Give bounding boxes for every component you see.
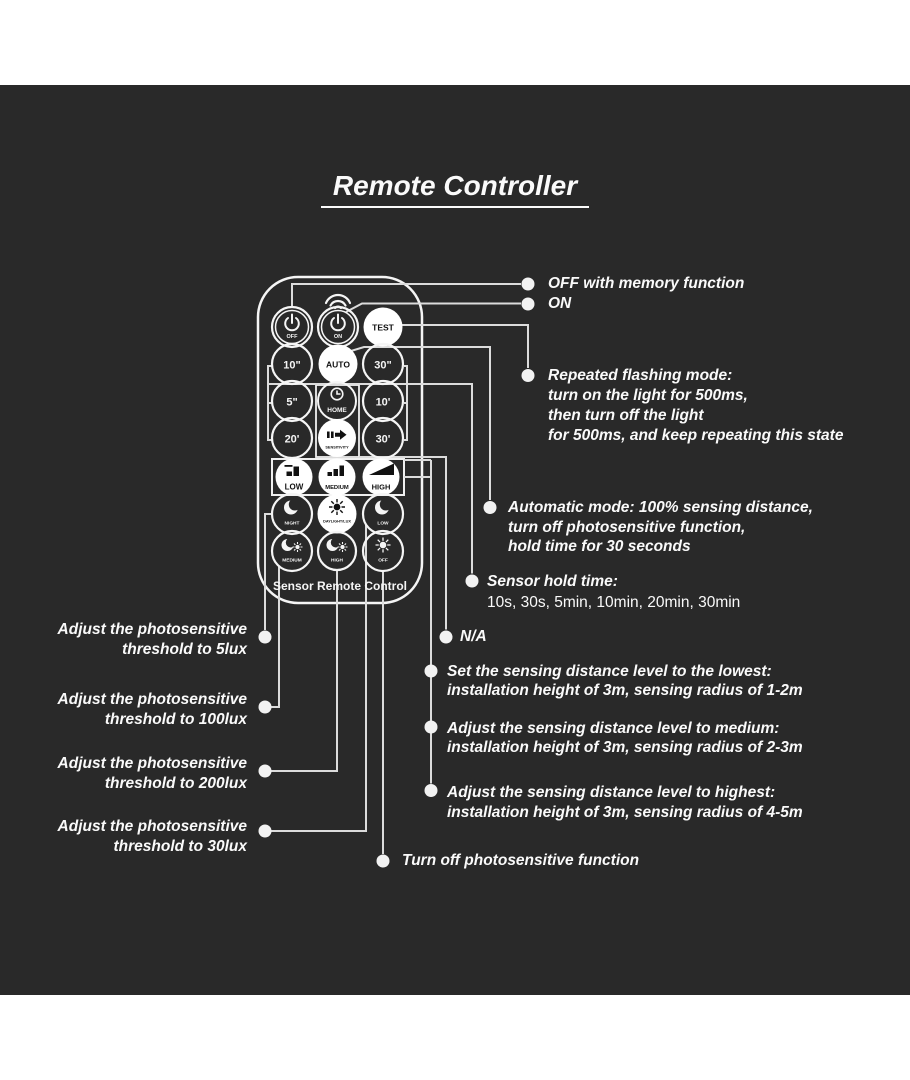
button-on[interactable] [318, 307, 358, 347]
connector-lines [265, 284, 528, 854]
button-photo-low[interactable] [363, 494, 403, 534]
dot-30lux [259, 825, 272, 838]
button-on-label: ON [333, 334, 343, 340]
remote-footer-label: Sensor Remote Control [272, 579, 408, 593]
dot-photo-off [377, 855, 390, 868]
moon-sun-icon [327, 538, 348, 553]
button-off[interactable] [272, 307, 312, 347]
button-photo-medium-label: MEDIUM [282, 558, 302, 564]
moon-icon [284, 499, 301, 515]
connector-on [346, 304, 521, 313]
button-distance-high-label: HIGH [371, 482, 391, 492]
button-10min[interactable] [363, 381, 403, 421]
connector-5lux [265, 514, 272, 630]
sun-icon [329, 499, 345, 515]
annotation-flashing: Repeated flashing mode: turn on the light for 500ms, then turn off the light for 500ms, and keep repeating this state [548, 367, 844, 444]
button-10s[interactable] [272, 344, 312, 384]
power-icon [331, 315, 345, 331]
button-auto-label: AUTO [326, 359, 350, 370]
dot-distance-lowest [425, 665, 438, 678]
button-photo-high-label: HIGH [331, 558, 343, 564]
dot-5lux [259, 631, 272, 644]
annotation-off-memory: OFF with memory function [548, 275, 745, 292]
button-30min[interactable] [363, 418, 403, 458]
button-daylight-lux-label: DAYLIGHT/LUX [323, 519, 351, 524]
annotation-200lux: Adjust the photosensitive threshold to 200lux [57, 755, 247, 792]
dot-off-memory [522, 278, 535, 291]
connector-200lux [271, 571, 337, 771]
button-30s-label: 30" [374, 359, 392, 372]
button-sensitivity[interactable] [318, 419, 356, 457]
dot-na [440, 631, 453, 644]
clock-icon [331, 388, 343, 400]
button-photo-off[interactable] [363, 531, 403, 571]
annotation-na: N/A [460, 628, 487, 645]
dot-200lux [259, 765, 272, 778]
annotation-distance-highest: Adjust the sensing distance level to highest: installation height of 3m, sensing radius of 4-5m [447, 784, 803, 821]
button-5s[interactable] [272, 381, 312, 421]
button-night[interactable] [272, 494, 312, 534]
button-home-label: HOME [327, 407, 347, 414]
dot-distance-highest [425, 784, 438, 797]
button-auto[interactable] [319, 345, 358, 384]
annotation-distance-medium: Adjust the sensing distance level to medium: installation height of 3m, sensing radius of 2-3m [447, 720, 803, 756]
button-distance-low-label: LOW [284, 482, 304, 492]
button-home[interactable] [318, 382, 356, 420]
annotation-sensor-hold: Sensor hold time: 10s, 30s, 5min, 10min, 20min, 30min [487, 573, 741, 611]
button-photo-high[interactable] [318, 532, 356, 570]
button-distance-low[interactable] [276, 459, 313, 496]
button-night-label: NIGHT [284, 521, 300, 527]
dot-automatic [484, 501, 497, 514]
button-10s-label: 10" [283, 359, 301, 372]
button-off-label: OFF [286, 334, 298, 340]
button-distance-medium-label: MEDIUM [325, 485, 349, 491]
annotation-100lux: Adjust the photosensitive threshold to 100lux [57, 691, 247, 728]
page-title-text: Remote Controller [321, 170, 589, 208]
annotation-on: ON [548, 295, 572, 312]
dot-on [522, 298, 535, 311]
button-sensitivity-label: SENSITIVITY [325, 445, 349, 450]
button-photo-medium[interactable] [272, 531, 312, 571]
dot-flashing [522, 369, 535, 382]
power-icon [285, 315, 299, 331]
button-20min-label: 20' [284, 433, 300, 446]
annotation-photo-off: Turn off photosensitive function [402, 852, 640, 869]
button-10min-label: 10' [375, 396, 391, 409]
moon-icon [375, 499, 392, 515]
annotation-5lux: Adjust the photosensitive threshold to 5lux [57, 621, 247, 658]
button-20min[interactable] [272, 418, 312, 458]
button-30min-label: 30' [375, 433, 391, 446]
dot-sensor-hold [466, 575, 479, 588]
dot-distance-medium [425, 721, 438, 734]
button-30s[interactable] [363, 344, 403, 384]
button-test-label: TEST [372, 322, 394, 333]
dot-100lux [259, 701, 272, 714]
button-photo-off-label: OFF [378, 558, 388, 564]
button-5s-label: 5" [286, 396, 298, 409]
annotation-30lux: Adjust the photosensitive threshold to 30lux [57, 818, 247, 855]
button-daylight-lux[interactable] [318, 495, 357, 534]
button-photo-low-label: LOW [377, 521, 389, 527]
annotation-automatic: Automatic mode: 100% sensing distance, turn off photosensitive function, hold time for 30 seconds [508, 499, 813, 555]
annotation-distance-lowest: Set the sensing distance level to the lowest: installation height of 3m, sensing radius of 1-2m [447, 663, 803, 699]
moon-sun-icon [282, 538, 303, 553]
sun-icon [376, 538, 391, 553]
button-distance-high[interactable] [363, 459, 400, 496]
button-distance-medium[interactable] [319, 459, 356, 496]
timer-bracket-right [404, 366, 407, 440]
button-test[interactable] [364, 308, 403, 347]
